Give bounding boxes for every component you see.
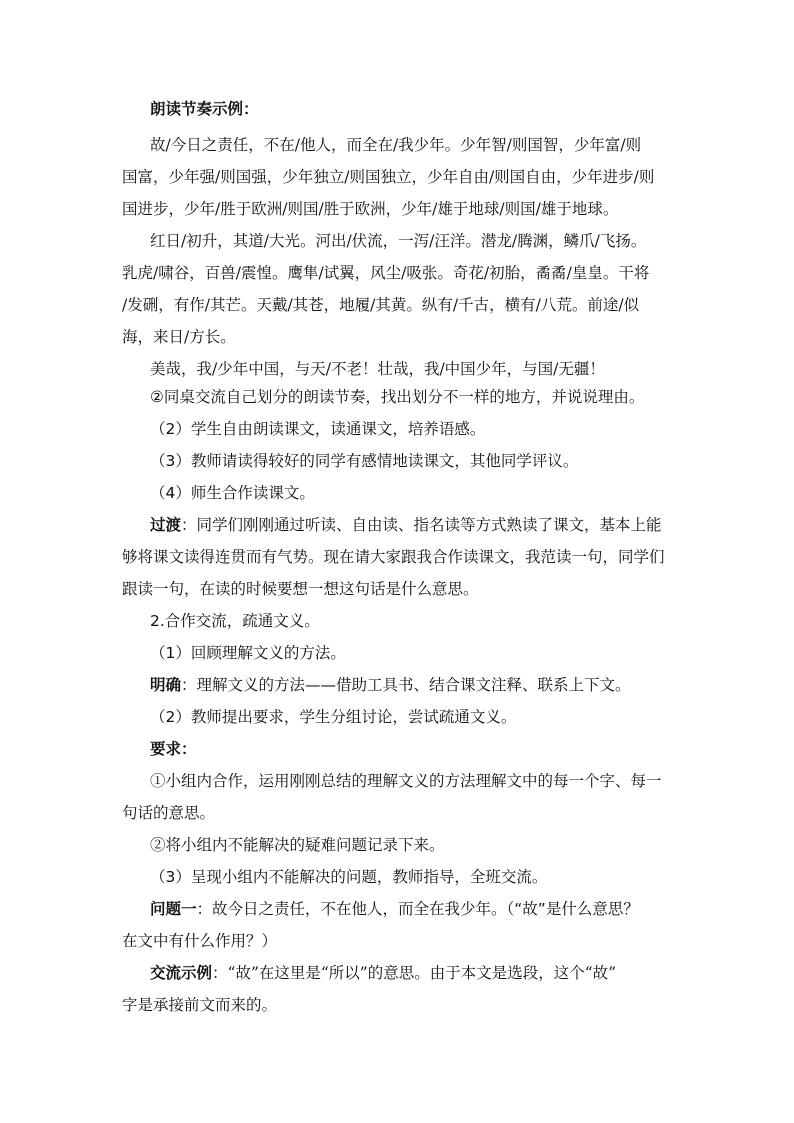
- question1-line1: 问题一：故今日之责任，不在他人，而全在我少年。（“故”是什么意思？: [150, 900, 639, 918]
- step-cooperative-reading: （4）师生合作读课文。: [150, 484, 315, 502]
- clarify-line: 明确：理解文义的方法——借助工具书、结合课文注释、联系上下文。: [150, 676, 631, 694]
- transition-line1: 过渡：同学们刚刚通过听读、自由读、指名读等方式熟读了课文，基本上能: [150, 516, 662, 534]
- rhythm-p1-line3: 国进步，少年/胜于欧洲/则国/胜于欧洲，少年/雄于地球/则国/雄于地球。: [122, 200, 619, 218]
- example-label: 交流示例: [150, 964, 213, 982]
- rhythm-p2-line3: /发硎，有作/其芒。天戴/其苍，地履/其黄。纵有/千古，横有/八荒。前途/似: [122, 296, 640, 314]
- section2-item3: （3）呈现小组内不能解决的问题，教师指导，全班交流。: [150, 868, 548, 886]
- requirement2-line: ②将小组内不能解决的疑难问题记录下来。: [150, 836, 445, 854]
- step-free-reading: （2）学生自由朗读课文，读通课文，培养语感。: [150, 420, 486, 438]
- rhythm-p2-line2: 乳虎/啸谷，百兽/震惶。鹰隼/试翼，风尘/吸张。奇花/初胎，矞矞/皇皇。干将: [122, 264, 650, 282]
- requirement1-line1: ①小组内合作，运用刚刚总结的理解文义的方法理解文中的每一个字、每一: [150, 772, 662, 790]
- transition-label: 过渡: [150, 516, 182, 534]
- example-line1: 交流示例：“故”在这里是“所以”的意思。由于本文是选段，这个“故”: [150, 964, 617, 982]
- section2-heading: 2.合作交流，疏通文义。: [150, 612, 320, 630]
- rhythm-p2-line4: 海，来日/方长。: [122, 328, 236, 346]
- rhythm-p1-line2: 国富，少年强/则国强，少年独立/则国独立，少年自由/则国自由，少年进步/则: [122, 168, 655, 186]
- transition-line2: 够将课文读得连贯而有气势。现在请大家跟我合作读课文，我范读一句，同学们: [122, 548, 665, 566]
- question1-label: 问题一: [150, 900, 197, 918]
- requirement1-line2: 句话的意思。: [122, 804, 216, 822]
- rhythm-p2-line1: 红日/初升，其道/大光。河出/伏流，一泻/汪洋。潜龙/腾渊，鳞爪/飞扬。: [150, 232, 647, 250]
- step-teacher-invite: （3）教师请读得较好的同学有感情地读课文，其他同学评议。: [150, 452, 579, 470]
- rhythm-p3-line1: 美哉，我/少年中国，与天/不老！壮哉，我/中国少年，与国/无疆！: [150, 360, 605, 378]
- question1-line2: 在文中有什么作用？）: [122, 932, 278, 950]
- step-peer-exchange: ②同桌交流自己划分的朗读节奏，找出划分不一样的地方，并说说理由。: [150, 388, 645, 406]
- section2-item1: （1）回顾理解文义的方法。: [150, 644, 346, 662]
- requirement-label: 要求：: [150, 740, 197, 758]
- example-line2: 字是承接前文而来的。: [122, 996, 278, 1014]
- clarify-label: 明确: [150, 676, 182, 694]
- section2-item2: （2）教师提出要求，学生分组讨论，尝试疏通文义。: [150, 708, 517, 726]
- transition-line3: 跟读一句，在读的时候要想一想这句话是什么意思。: [122, 580, 479, 598]
- rhythm-p1-line1: 故/今日之责任，不在/他人，而全在/我少年。少年智/则国智，少年富/则: [150, 136, 642, 154]
- rhythm-title: 朗读节奏示例：: [150, 100, 259, 118]
